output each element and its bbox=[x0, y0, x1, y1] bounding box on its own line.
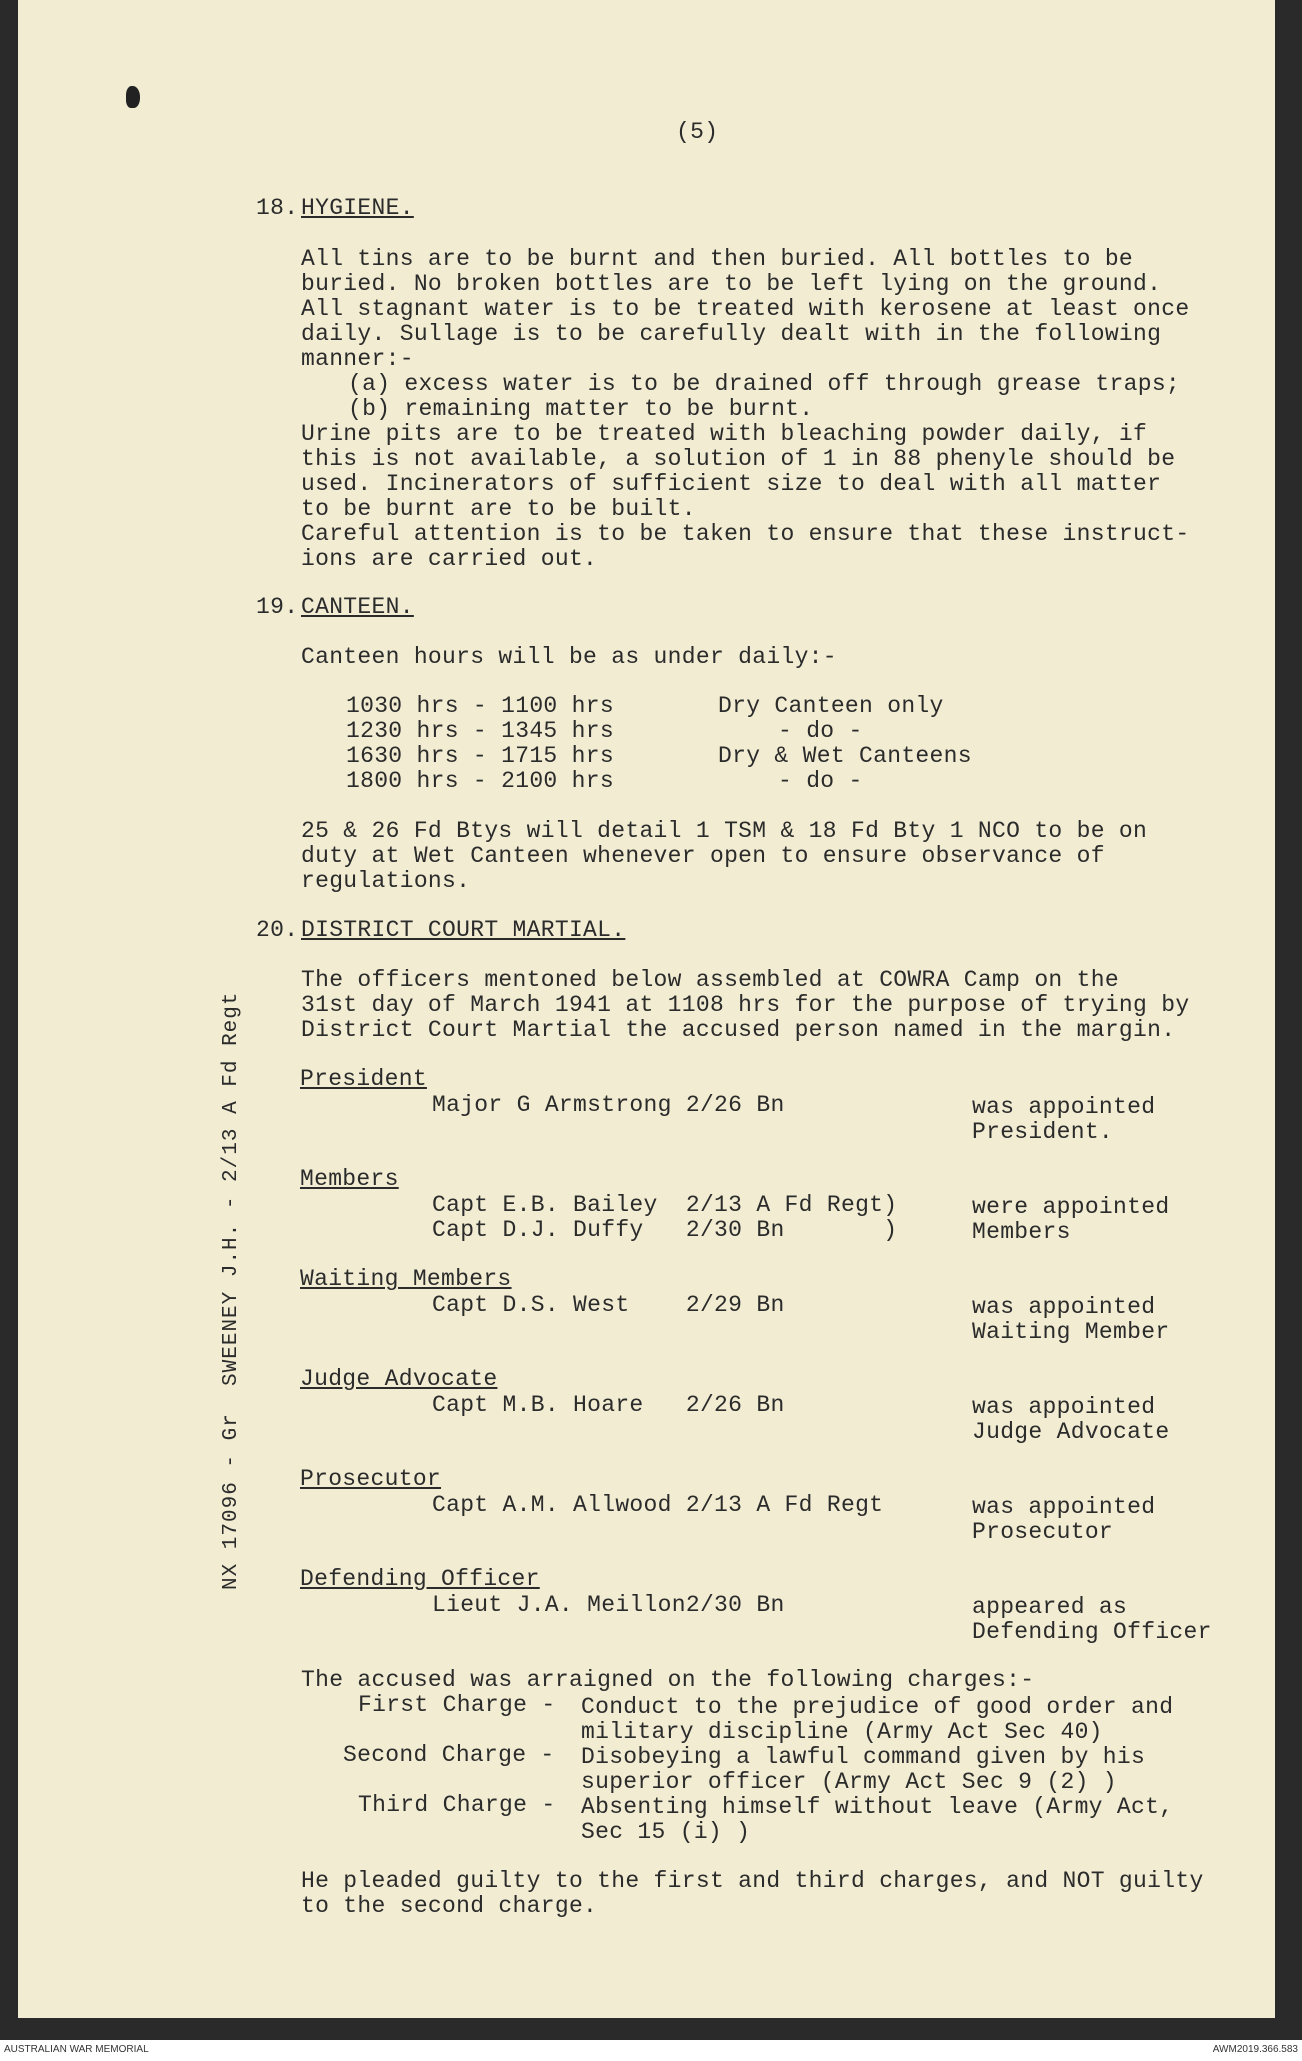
role-appointed: was appointed bbox=[972, 1394, 1156, 1420]
s18-line: Careful attention is to be taken to ensure that these instruct- bbox=[301, 521, 1190, 547]
s18-line: buried. No broken bottles are to be left lying on the ground. bbox=[301, 271, 1162, 297]
ink-blot bbox=[126, 86, 140, 108]
charge-label: First Charge - bbox=[358, 1692, 556, 1718]
charge-label: Second Charge - bbox=[343, 1742, 555, 1768]
canteen-type: Dry & Wet Canteens bbox=[718, 743, 972, 769]
role-label: Judge Advocate bbox=[300, 1366, 498, 1392]
canteen-type: - do - bbox=[778, 768, 863, 794]
section-18-heading: HYGIENE. bbox=[301, 195, 414, 221]
s18-line: (a) excess water is to be drained off through grease traps; bbox=[348, 371, 1181, 397]
canteen-type: Dry Canteen only bbox=[718, 693, 944, 719]
role-appointed: Waiting Member bbox=[972, 1319, 1170, 1345]
s18-line: used. Incinerators of sufficient size to deal with all matter bbox=[301, 471, 1162, 497]
s18-line: daily. Sullage is to be carefully dealt with in the following bbox=[301, 321, 1162, 347]
canteen-time: 1030 hrs - 1100 hrs bbox=[346, 693, 614, 719]
section-18-number: 18. bbox=[256, 195, 299, 221]
role-name: Capt E.B. Bailey 2/13 A Fd Regt) bbox=[432, 1192, 898, 1218]
document-page bbox=[18, 0, 1275, 2018]
charges-intro: The accused was arraigned on the following charges:- bbox=[301, 1667, 1035, 1693]
footer-bar bbox=[0, 2040, 1302, 2061]
margin-note-accused: NX 17096 - Gr SWEENEY J.H. - 2/13 A Fd Regt bbox=[220, 991, 243, 1590]
page-number: (5) bbox=[676, 119, 719, 145]
role-label: Waiting Members bbox=[300, 1266, 512, 1292]
role-appointed: Members bbox=[972, 1219, 1071, 1245]
role-name: Major G Armstrong 2/26 Bn bbox=[432, 1092, 785, 1118]
role-appointed: Prosecutor bbox=[972, 1519, 1114, 1545]
canteen-intro: Canteen hours will be as under daily:- bbox=[301, 644, 837, 670]
role-appointed: was appointed bbox=[972, 1294, 1156, 1320]
plea-line: He pleaded guilty to the first and third charges, and NOT guilty bbox=[301, 1868, 1204, 1894]
section-19-heading: CANTEEN. bbox=[301, 594, 414, 620]
s18-line: All tins are to be burnt and then buried. All bottles to be bbox=[301, 246, 1134, 272]
charge-label: Third Charge - bbox=[358, 1792, 556, 1818]
role-appointed: Defending Officer bbox=[972, 1619, 1212, 1645]
canteen-type: - do - bbox=[778, 718, 863, 744]
role-label: Members bbox=[300, 1166, 399, 1192]
role-label: President bbox=[300, 1066, 427, 1092]
s18-line: this is not available, a solution of 1 in 88 phenyle should be bbox=[301, 446, 1176, 472]
role-name: Capt D.J. Duffy 2/30 Bn ) bbox=[432, 1217, 898, 1243]
s18-line: manner:- bbox=[301, 346, 414, 372]
charge-text: Sec 15 (i) ) bbox=[581, 1819, 751, 1845]
s18-line: Urine pits are to be treated with bleaching powder daily, if bbox=[301, 421, 1148, 447]
plea-line: to the second charge. bbox=[301, 1893, 598, 1919]
canteen-time: 1230 hrs - 1345 hrs bbox=[346, 718, 614, 744]
canteen-duty-line: regulations. bbox=[301, 868, 471, 894]
charge-text: Absenting himself without leave (Army Act, bbox=[581, 1794, 1174, 1820]
role-name: Capt A.M. Allwood 2/13 A Fd Regt bbox=[432, 1492, 884, 1518]
role-appointed: was appointed bbox=[972, 1094, 1156, 1120]
canteen-duty-line: duty at Wet Canteen whenever open to ensure observance of bbox=[301, 843, 1105, 869]
footer-left-label: AUSTRALIAN WAR MEMORIAL bbox=[4, 2044, 149, 2055]
s18-line: to be burnt are to be built. bbox=[301, 496, 696, 522]
role-name: Capt M.B. Hoare 2/26 Bn bbox=[432, 1392, 785, 1418]
section-19-number: 19. bbox=[256, 594, 299, 620]
role-name: Capt D.S. West 2/29 Bn bbox=[432, 1292, 785, 1318]
role-appointed: was appointed bbox=[972, 1494, 1156, 1520]
canteen-time: 1800 hrs - 2100 hrs bbox=[346, 768, 614, 794]
section-20-number: 20. bbox=[256, 917, 299, 943]
section-20-heading: DISTRICT COURT MARTIAL. bbox=[301, 917, 626, 943]
court-intro-line: 31st day of March 1941 at 1108 hrs for the purpose of trying by bbox=[301, 992, 1190, 1018]
canteen-duty-line: 25 & 26 Fd Btys will detail 1 TSM & 18 Fd Bty 1 NCO to be on bbox=[301, 818, 1148, 844]
role-appointed: were appointed bbox=[972, 1194, 1170, 1220]
charge-text: military discipline (Army Act Sec 40) bbox=[581, 1719, 1103, 1745]
footer-right-label: AWM2019.366.583 bbox=[1212, 2044, 1298, 2055]
canteen-time: 1630 hrs - 1715 hrs bbox=[346, 743, 614, 769]
court-intro-line: District Court Martial the accused person named in the margin. bbox=[301, 1017, 1176, 1043]
charge-text: superior officer (Army Act Sec 9 (2) ) bbox=[581, 1769, 1117, 1795]
s18-line: All stagnant water is to be treated with kerosene at least once bbox=[301, 296, 1190, 322]
charge-text: Disobeying a lawful command given by his bbox=[581, 1744, 1146, 1770]
role-label: Defending Officer bbox=[300, 1566, 540, 1592]
role-appointed: appeared as bbox=[972, 1594, 1128, 1620]
court-intro-line: The officers mentoned below assembled at COWRA Camp on the bbox=[301, 967, 1119, 993]
role-appointed: President. bbox=[972, 1119, 1114, 1145]
role-name: Lieut J.A. Meillon2/30 Bn bbox=[432, 1592, 785, 1618]
role-appointed: Judge Advocate bbox=[972, 1419, 1170, 1445]
s18-line: (b) remaining matter to be burnt. bbox=[348, 396, 814, 422]
charge-text: Conduct to the prejudice of good order and bbox=[581, 1694, 1174, 1720]
role-label: Prosecutor bbox=[300, 1466, 442, 1492]
s18-line: ions are carried out. bbox=[301, 546, 598, 572]
